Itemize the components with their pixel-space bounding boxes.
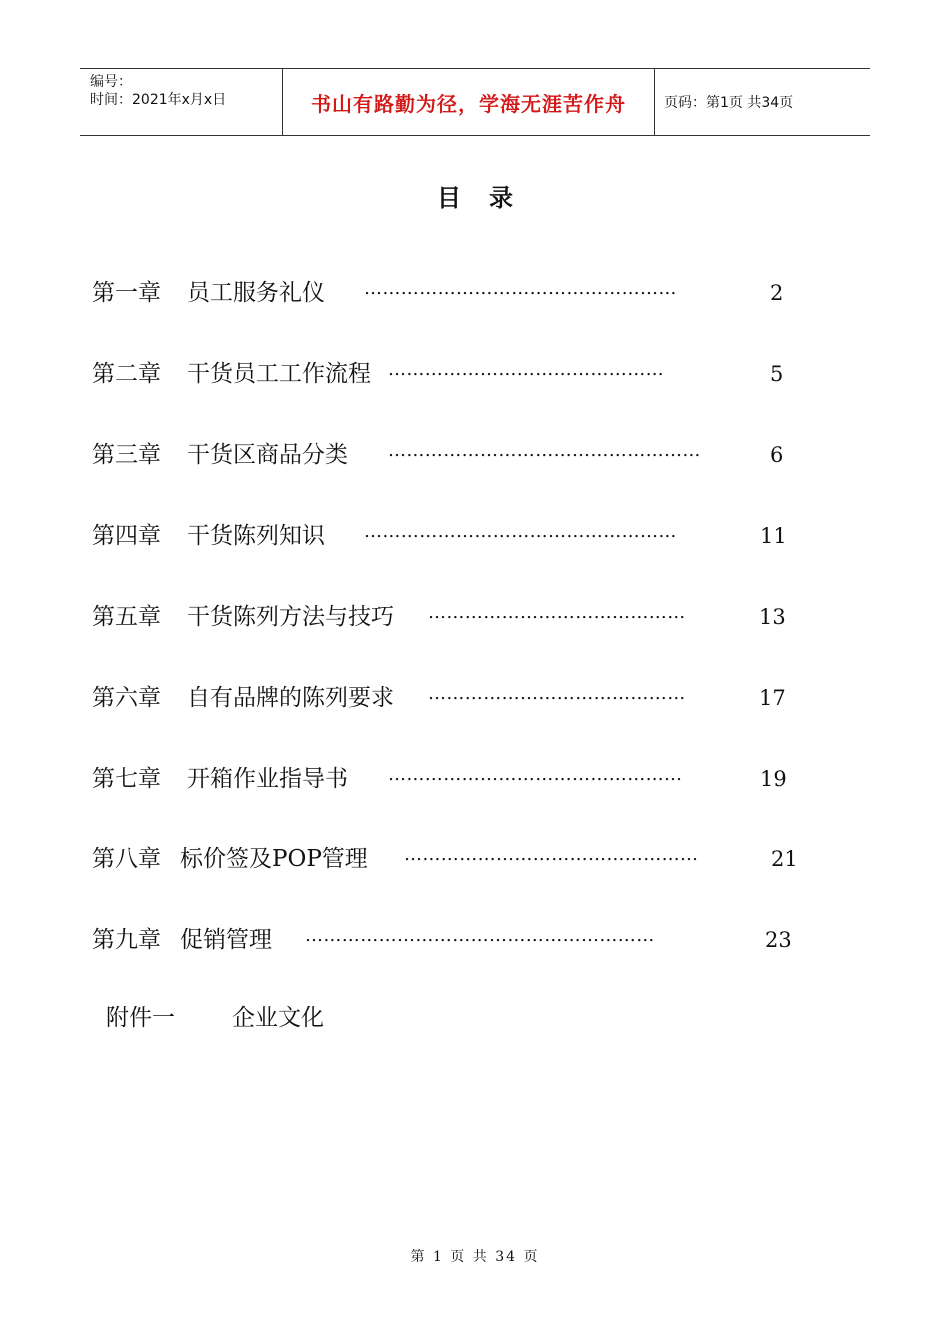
toc-leader-dots: ……………………………………………: [364, 278, 677, 299]
toc-leader-dots: ……………………………………: [428, 602, 686, 623]
toc-chapter-name: 标价签及POP管理: [180, 846, 368, 872]
toc-page-number: 23: [765, 928, 792, 952]
toc-entry[interactable]: [92, 600, 812, 634]
toc-entry[interactable]: [92, 842, 812, 876]
header-motto: 书山有路勤为径，学海无涯苦作舟: [311, 91, 626, 116]
toc-leader-dots: …………………………………………: [404, 844, 699, 865]
toc-chapter: 第三章: [92, 442, 161, 468]
toc-entry[interactable]: [92, 519, 812, 553]
toc-title: 目录: [437, 183, 541, 212]
toc-chapter: 第二章: [92, 361, 161, 387]
toc-page-number: 5: [770, 362, 784, 386]
toc-chapter: 第一章: [92, 280, 161, 306]
toc-leader-dots: …………………………………………: [388, 764, 683, 785]
toc-chapter: 第七章: [92, 766, 161, 792]
toc-leader-dots: ……………………………………………: [364, 521, 677, 542]
toc-leader-dots: ……………………………………………: [388, 440, 701, 461]
document-number-label: 编号：: [90, 74, 132, 90]
toc-chapter-name: 干货陈列方法与技巧: [187, 604, 394, 630]
header-motto-cell: [282, 69, 655, 135]
appendix-name: 企业文化: [232, 1005, 324, 1031]
document-date: 时间：2021年x月x日: [90, 92, 227, 108]
toc-chapter: 第四章: [92, 523, 161, 549]
toc-page-number: 21: [771, 847, 798, 871]
toc-entry[interactable]: [92, 762, 812, 796]
toc-chapter-name: 员工服务礼仪: [187, 280, 325, 306]
document-header: [80, 68, 870, 136]
header-meta: [80, 69, 282, 135]
toc-leader-dots: ……………………………………: [428, 683, 686, 704]
toc-entry[interactable]: [92, 438, 812, 472]
toc-leader-dots: …………………………………………………: [305, 925, 655, 946]
toc-chapter-name: 干货区商品分类: [187, 442, 348, 468]
toc-chapter-name: 干货员工工作流程: [187, 361, 371, 387]
toc-page-number: 17: [759, 686, 786, 710]
toc-page-number: 6: [770, 443, 784, 467]
page-footer: 第 1 页 共 34 页: [410, 1249, 540, 1265]
toc-chapter: 第五章: [92, 604, 161, 630]
toc-chapter: 第九章: [92, 927, 161, 953]
toc-page-number: 19: [760, 767, 787, 791]
toc-leader-dots: ………………………………………: [388, 359, 664, 380]
toc-chapter-name: 促销管理: [180, 927, 272, 953]
toc-entry[interactable]: [92, 923, 812, 957]
toc-entry[interactable]: [92, 357, 812, 391]
toc-page-number: 2: [770, 281, 784, 305]
toc-chapter: 第八章: [92, 846, 161, 872]
toc-chapter: 第六章: [92, 685, 161, 711]
header-page-info: 页码：第1页 共34页: [664, 95, 794, 111]
toc-page-number: 13: [759, 605, 786, 629]
toc-chapter-name: 干货陈列知识: [187, 523, 325, 549]
toc-page-number: 11: [760, 524, 787, 548]
toc-entry[interactable]: [92, 681, 812, 715]
toc-entry[interactable]: [92, 276, 812, 310]
toc-chapter-name: 自有品牌的陈列要求: [187, 685, 394, 711]
toc-chapter-name: 开箱作业指导书: [187, 766, 348, 792]
appendix-label: 附件一: [106, 1005, 175, 1031]
